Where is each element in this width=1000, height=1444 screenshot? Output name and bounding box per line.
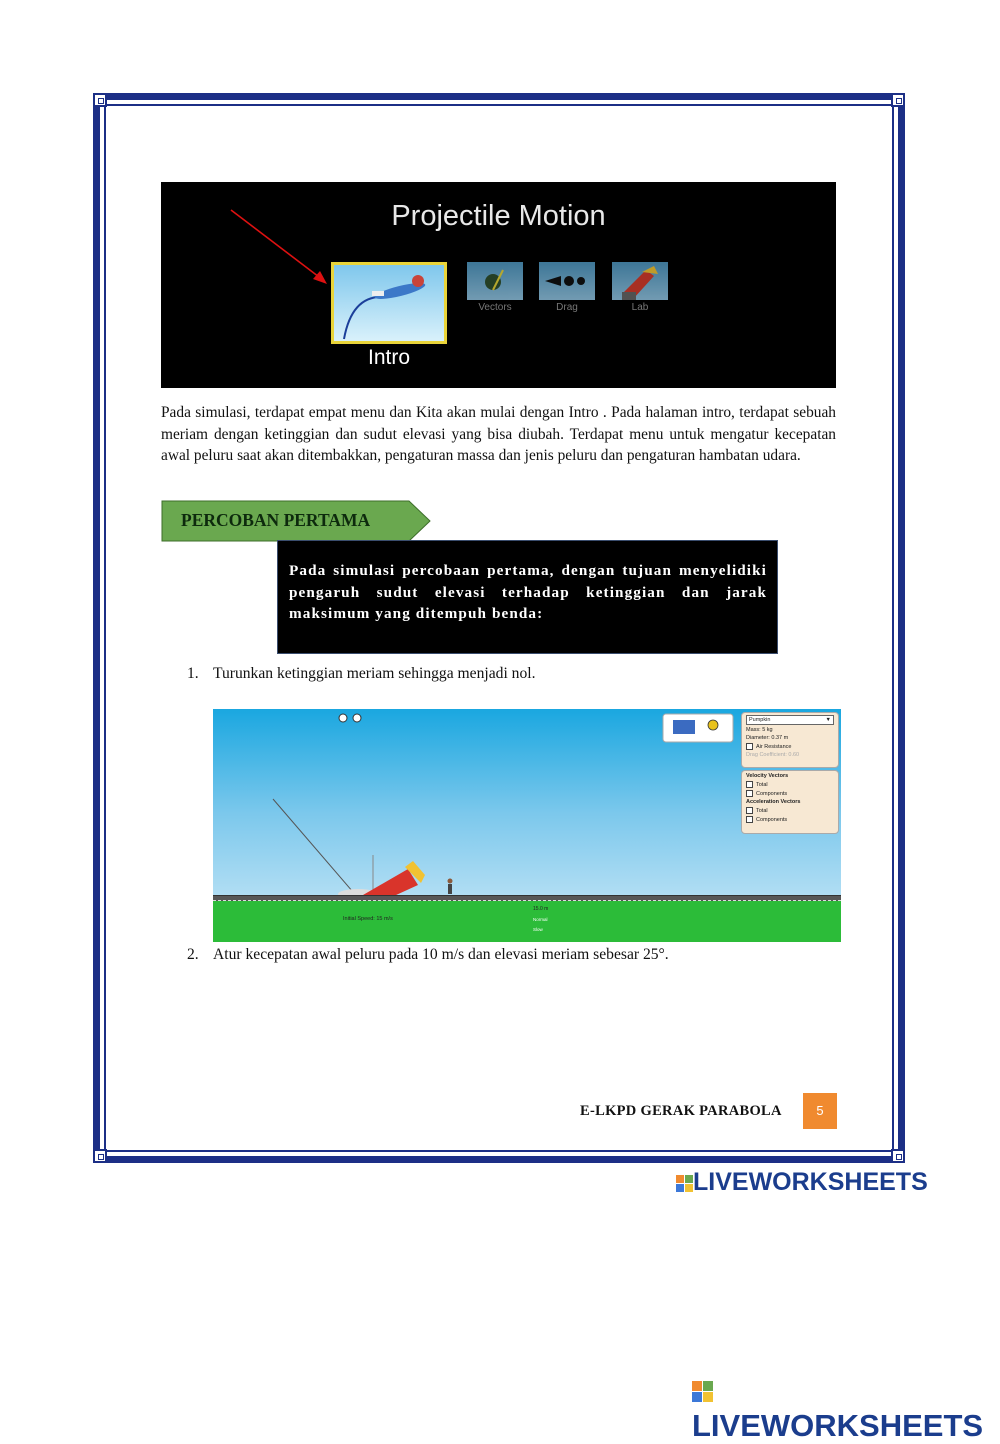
step-text: Atur kecepatan awal peluru pada 10 m/s dan elevasi meriam sebesar 25°. (213, 946, 669, 963)
projectile-panel (741, 712, 839, 768)
simulation-screenshot (213, 709, 841, 942)
vectors-screen-button[interactable] (467, 262, 523, 300)
brand-text: LIVEWORKSHEETS (692, 1408, 984, 1443)
velocity-components-checkbox[interactable]: Components (746, 790, 834, 797)
lab-screen-button[interactable] (612, 262, 668, 300)
lab-label: Lab (631, 302, 649, 313)
air-resistance-row[interactable]: Air Resistance (746, 743, 834, 750)
drag-label: Drag (556, 302, 578, 313)
speed-slow[interactable]: Slow (533, 927, 543, 932)
projectile-person-icon (334, 265, 444, 341)
acceleration-total-checkbox[interactable]: Total (746, 807, 834, 814)
step-2 (187, 946, 669, 964)
acceleration-components-checkbox[interactable]: Components (746, 816, 834, 823)
intro-screen-button[interactable] (331, 262, 447, 344)
zoom-icon (339, 714, 361, 722)
diameter-label: Diameter: 0.37 m (746, 735, 789, 741)
liveworksheets-brand (692, 1372, 1000, 1444)
grass (213, 901, 841, 942)
intro-label: Intro (367, 346, 411, 369)
frame-corner (93, 1149, 107, 1163)
vectors-panel (741, 770, 839, 834)
chevron-down-icon: ▼ (825, 717, 831, 723)
step-text: Turunkan ketinggian meriam sehingga menjadi nol. (213, 665, 536, 682)
acceleration-vectors-label: Acceleration Vectors (746, 799, 801, 805)
frame-corner (891, 93, 905, 107)
liveworksheets-brand (676, 1168, 928, 1197)
section-title: PERCOBAN PERTAMA (181, 510, 371, 530)
cannon-icon (612, 262, 668, 300)
step-number: 2. (187, 946, 199, 963)
liveworksheets-logo-icon (676, 1175, 693, 1192)
vectors-label: Vectors (478, 302, 512, 313)
step-1 (187, 665, 536, 683)
page-number: 5 (803, 1093, 837, 1129)
projectile-select[interactable]: Pumpkin ▼ (746, 715, 834, 725)
drag-icon (539, 262, 595, 300)
brand-text: LIVEWORKSHEETS (693, 1168, 928, 1196)
vectors-icon (467, 262, 523, 300)
velocity-vectors-label: Velocity Vectors (746, 773, 789, 779)
drag-screen-button[interactable] (539, 262, 595, 300)
frame-corner (93, 93, 107, 107)
menu-title: Projectile Motion (391, 200, 606, 232)
liveworksheets-logo-icon (692, 1381, 713, 1402)
footer-label: E-LKPD GERAK PARABOLA (580, 1103, 782, 1119)
intro-paragraph: Pada simulasi, terdapat empat menu dan Kita akan mulai dengan Intro . Pada halaman intro, terdapat sebuah meriam dengan ketinggian dan sudut elevasi yang bisa diubah. Terdapat menu untuk mengatur kecepatan awal peluru saat akan ditembakkan, pengaturan massa dan jenis peluru dan pengaturan hambatan udara. (161, 404, 836, 465)
step-number: 1. (187, 665, 199, 682)
section-banner (161, 500, 431, 542)
objective-text: Pada simulasi percobaan pertama, dengan tujuan menyelidiki pengaruh sudut elevasi terhadap ketinggian dan jarak maksimum yang ditempuh benda: (289, 562, 767, 622)
mass-label: Mass: 5 kg (746, 727, 773, 733)
initial-speed-label: Initial Speed: 15 m/s (343, 916, 393, 922)
objective-box (277, 540, 778, 654)
velocity-total-checkbox[interactable]: Total (746, 781, 834, 788)
frame-corner (891, 1149, 905, 1163)
target-distance: 15.0 m (533, 906, 549, 912)
speed-normal[interactable]: Normal (533, 917, 548, 922)
drag-label: Drag Coefficient: 0.60 (746, 752, 800, 758)
simulation-menu-screenshot (161, 182, 836, 388)
